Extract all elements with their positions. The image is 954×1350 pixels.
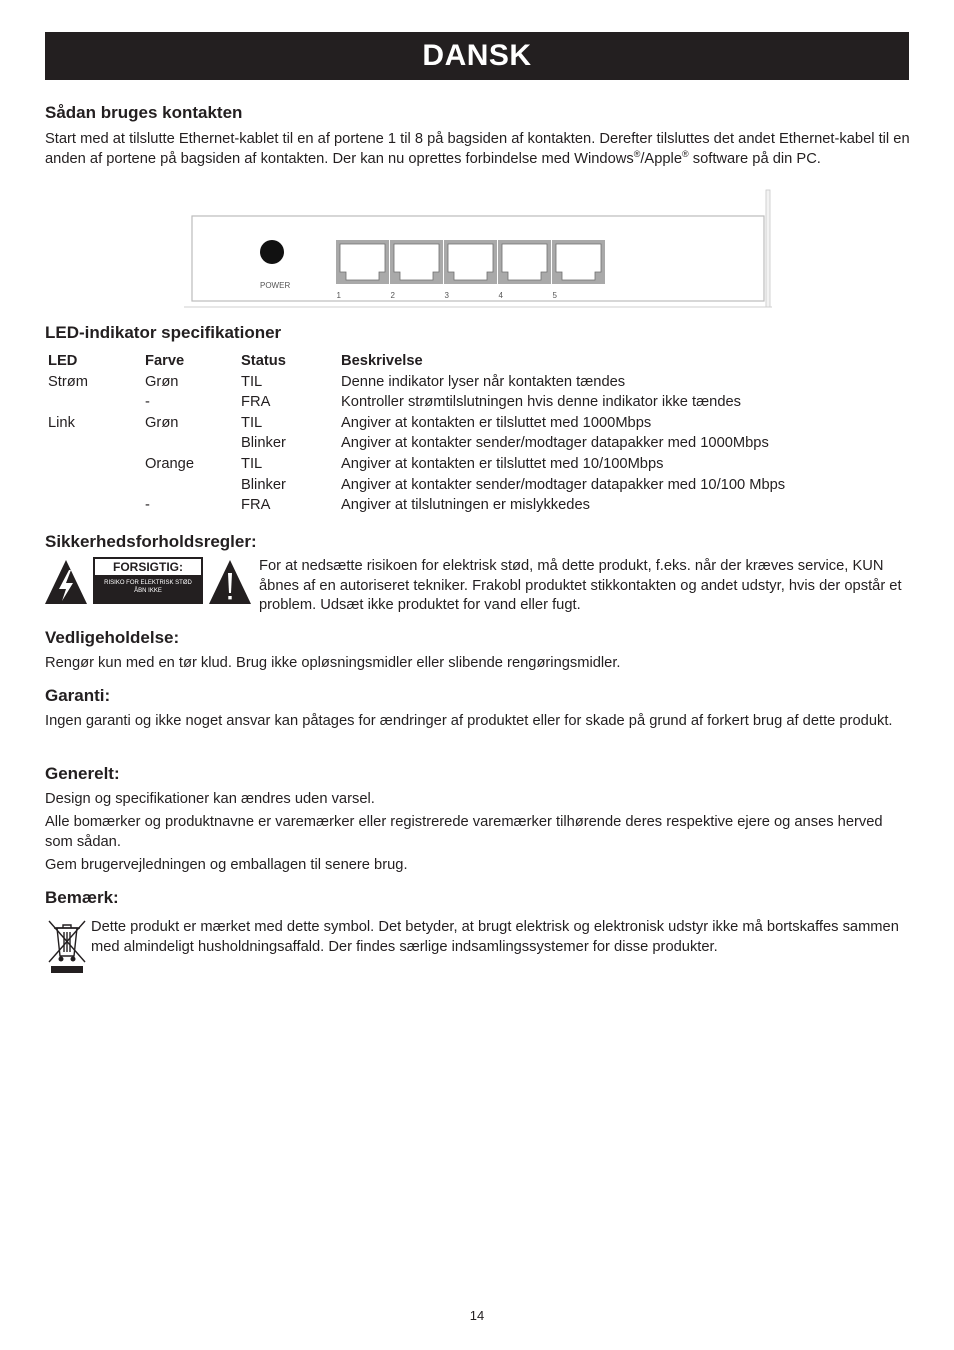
caution-line-2: ÅBN IKKE [134, 588, 162, 594]
table-row [45, 454, 785, 475]
electric-shock-warning-icon [44, 559, 88, 605]
description-cell: Angiver at kontakten er tilsluttet med 10/100Mbps [341, 455, 664, 472]
status-cell: Blinker [241, 435, 286, 452]
ethernet-port-socket [502, 244, 547, 280]
color-cell: Grøn [145, 414, 179, 431]
color-cell [145, 475, 241, 496]
table-row [45, 392, 785, 413]
status-cell: FRA [241, 497, 271, 514]
status-col-header: Status [241, 353, 286, 369]
color-cell: Orange [145, 455, 194, 472]
status-cell: TIL [241, 414, 263, 431]
table-row [45, 475, 785, 496]
description-cell: Angiver at kontakter sender/modtager datapakker med 1000Mbps [341, 435, 769, 452]
description-cell: Angiver at tilslutningen er mislykkedes [341, 497, 590, 514]
power-label: POWER [260, 281, 291, 290]
led-heading: LED-indikator specifikationer [45, 323, 282, 342]
registered-mark-apple: ® [682, 148, 689, 159]
exclamation-warning-icon [208, 559, 252, 605]
registered-mark-windows: ® [633, 148, 641, 159]
general-text-1: Design og specifikationer kan ændres uden varsel. [45, 791, 375, 807]
table-row [45, 433, 785, 454]
description-col-header: Beskrivelse [341, 353, 423, 369]
table-row [45, 413, 785, 434]
status-cell: Blinker [241, 476, 286, 493]
color-col-header: Farve [145, 353, 185, 369]
ethernet-port-socket [556, 244, 601, 280]
switch-front-panel-illustration [184, 188, 772, 309]
usage-text-part2: /Apple [640, 150, 682, 167]
port-number-label: 4 [498, 291, 503, 300]
table-row [45, 495, 785, 516]
table-row [45, 372, 785, 393]
usage-text-part3: software på din PC. [688, 150, 821, 167]
general-text-3: Gem brugervejledningen og emballagen til senere brug. [45, 857, 408, 873]
port-number-label: 2 [390, 291, 395, 300]
language-banner: DANSK [45, 32, 909, 80]
led-cell: Strøm [48, 373, 88, 390]
note-text: Dette produkt er mærket med dette symbol. Det betyder, at brugt elektrisk og elektronisk udstyr ikke må bortskaffes sammen med almindeligt husholdningsaffald. Der findes særlige indsamlingssystemer for disse produkter. [91, 919, 899, 955]
description-cell: Angiver at kontakter sender/modtager datapakker med 10/100 Mbps [341, 476, 786, 493]
usage-text [45, 130, 911, 169]
status-cell: FRA [241, 394, 271, 411]
led-col-header: LED [48, 353, 78, 369]
led-cell [45, 475, 145, 496]
led-table-header [45, 351, 785, 372]
led-cell [45, 495, 145, 516]
ethernet-port-socket [340, 244, 385, 280]
ethernet-port-socket [448, 244, 493, 280]
port-number-label: 3 [444, 291, 449, 300]
description-cell: Kontroller strømtilslutningen hvis denne indikator ikke tændes [341, 394, 742, 411]
maintenance-heading: Vedligeholdelse: [45, 628, 180, 647]
safety-heading: Sikkerhedsforholdsregler: [45, 532, 257, 551]
general-text-2: Alle bomærker og produktnavne er varemærker eller registrerede varemærker tilhørende deres respektive ejere og anses herved som sådan. [45, 814, 883, 850]
led-cell [45, 392, 145, 413]
note-heading: Bemærk: [45, 888, 119, 907]
usage-text-part1: Start med at tilslutte Ethernet-kablet til en af portene 1 til 8 på bagsiden af kontakten. Derefter tilsluttes det andet Ethernet-kabel til en anden af portene på bagsiden af kontakten. Der kan nu oprettes forbindelse med Windows [45, 131, 910, 167]
warranty-heading: Garanti: [45, 686, 111, 705]
weee-bin-icon [47, 918, 87, 974]
status-cell: TIL [241, 373, 263, 390]
general-heading: Generelt: [45, 764, 120, 783]
color-cell [145, 433, 241, 454]
color-cell: Grøn [145, 373, 179, 390]
port-number-label: 1 [336, 291, 341, 300]
led-spec-table [45, 351, 785, 516]
usage-heading: Sådan bruges kontakten [45, 103, 243, 122]
led-cell [45, 454, 145, 475]
status-cell: TIL [241, 455, 263, 472]
maintenance-text: Rengør kun med en tør klud. Brug ikke opløsningsmidler eller slibende rengøringsmidler. [45, 655, 621, 671]
color-cell: - [145, 497, 150, 514]
port-number-label: 5 [552, 291, 557, 300]
warranty-text: Ingen garanti og ikke noget ansvar kan påtages for ændringer af produktet eller for skade på grund af forkert brug af dette produkt. [45, 713, 893, 729]
caution-line-1: RISIKO FOR ELEKTRISK STØD [104, 580, 192, 586]
caution-label [93, 557, 203, 604]
power-led-icon [260, 240, 284, 264]
led-cell: Link [48, 414, 75, 431]
color-cell: - [145, 394, 150, 411]
page-number: 14 [469, 1308, 485, 1323]
caution-title: FORSIGTIG: [95, 559, 201, 575]
safety-text: For at nedsætte risikoen for elektrisk stød, må dette produkt, f.eks. når der kræves service, KUN åbnes af en autoriseret tekniker. Frakobl produktet stikkontakten og andet udstyr, hvis der opstår et problem. Udsæt ikke produktet for vand eller fugt. [259, 558, 902, 613]
led-cell [45, 433, 145, 454]
description-cell: Denne indikator lyser når kontakten tændes [341, 373, 626, 390]
description-cell: Angiver at kontakten er tilsluttet med 1000Mbps [341, 414, 652, 431]
ethernet-port-socket [394, 244, 439, 280]
caution-subtext [93, 579, 203, 595]
